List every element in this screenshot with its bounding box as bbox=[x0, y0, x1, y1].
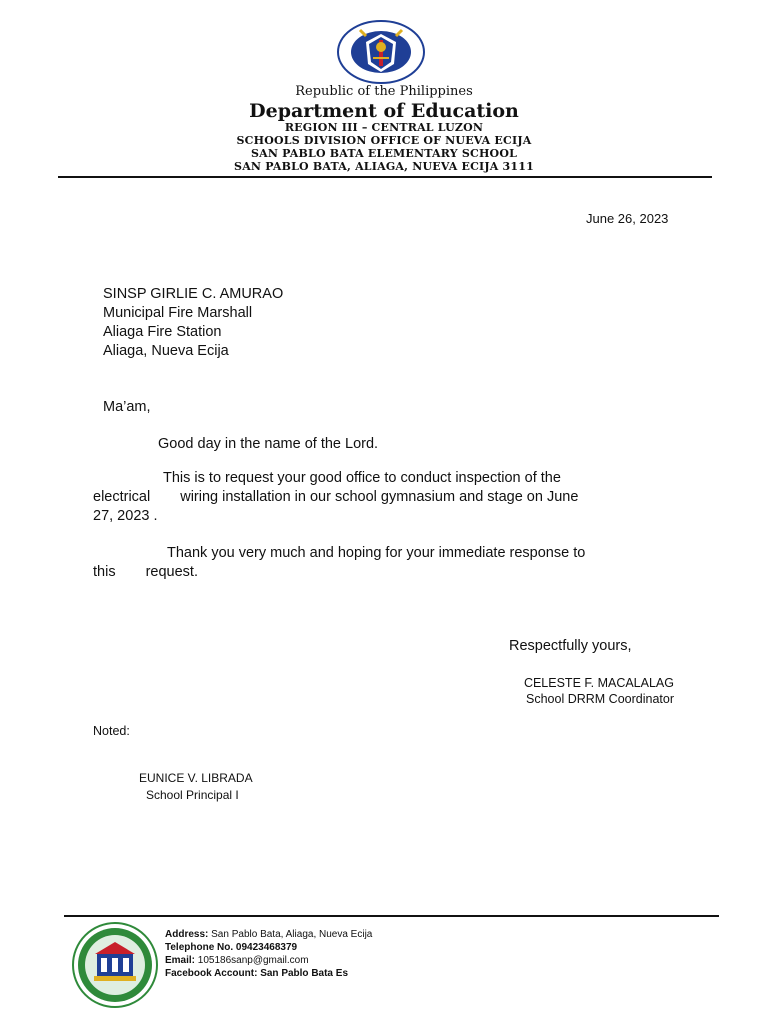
deped-seal-icon bbox=[336, 20, 426, 84]
header-school-address: SAN PABLO BATA, ALIAGA, NUEVA ECIJA 3111 bbox=[234, 160, 534, 173]
letter-date: June 26, 2023 bbox=[586, 211, 669, 226]
paragraph-thanks-line-2 bbox=[93, 564, 198, 580]
request-word-electrical: electrical bbox=[93, 489, 151, 505]
footer-address-label: Address: bbox=[165, 929, 209, 940]
recipient-office: Aliaga Fire Station bbox=[103, 324, 222, 340]
footer-telephone-text: Telephone No. 09423468379 bbox=[165, 942, 298, 953]
republic-line: Republic of the Philippines bbox=[295, 84, 473, 99]
footer-email bbox=[165, 955, 309, 966]
header-school: SAN PABLO BATA ELEMENTARY SCHOOL bbox=[250, 147, 518, 160]
footer-telephone bbox=[165, 942, 297, 953]
thanks-word-request: request. bbox=[145, 564, 198, 580]
footer-facebook bbox=[165, 968, 348, 979]
salutation: Ma’am, bbox=[103, 399, 151, 415]
header-region: REGION III – CENTRAL LUZON bbox=[284, 121, 484, 134]
noted-label: Noted: bbox=[93, 724, 130, 738]
paragraph-greeting: Good day in the name of the Lord. bbox=[158, 436, 379, 452]
footer-divider bbox=[64, 915, 719, 917]
footer-facebook-text: Facebook Account: San Pablo Bata Es bbox=[165, 968, 349, 979]
school-logo-icon bbox=[72, 922, 158, 1008]
footer-email-label: Email: bbox=[165, 955, 196, 966]
closing: Respectfully yours, bbox=[509, 638, 632, 654]
recipient-address: Aliaga, Nueva Ecija bbox=[103, 343, 229, 359]
recipient-name: SINSP GIRLIE C. AMURAO bbox=[103, 286, 284, 302]
footer-email-value: 105186sanp@gmail.com bbox=[195, 955, 309, 966]
paragraph-request-line-2 bbox=[93, 489, 578, 505]
footer-address bbox=[165, 929, 372, 940]
footer-address-value: San Pablo Bata, Aliaga, Nueva Ecija bbox=[208, 929, 373, 940]
signatory-name: CELESTE F. MACALALAG bbox=[523, 676, 674, 690]
paragraph-request-line-1: This is to request your good office to conduct inspection of the bbox=[163, 470, 561, 486]
principal-title: School Principal I bbox=[146, 788, 239, 802]
principal-name: EUNICE V. LIBRADA bbox=[139, 771, 253, 785]
paragraph-thanks-line-1: Thank you very much and hoping for your immediate response to bbox=[167, 545, 586, 561]
request-line-2-rest: wiring installation in our school gymnasium and stage on June bbox=[180, 489, 579, 505]
department-title: Department of Education bbox=[249, 100, 519, 122]
paragraph-request-line-3: 27, 2023 . bbox=[93, 508, 158, 524]
header-division: SCHOOLS DIVISION OFFICE OF NUEVA ECIJA bbox=[236, 134, 532, 147]
signatory-title: School DRRM Coordinator bbox=[526, 692, 674, 706]
thanks-word-this: this bbox=[93, 564, 116, 580]
recipient-position: Municipal Fire Marshall bbox=[103, 305, 253, 321]
header-divider bbox=[58, 176, 712, 178]
